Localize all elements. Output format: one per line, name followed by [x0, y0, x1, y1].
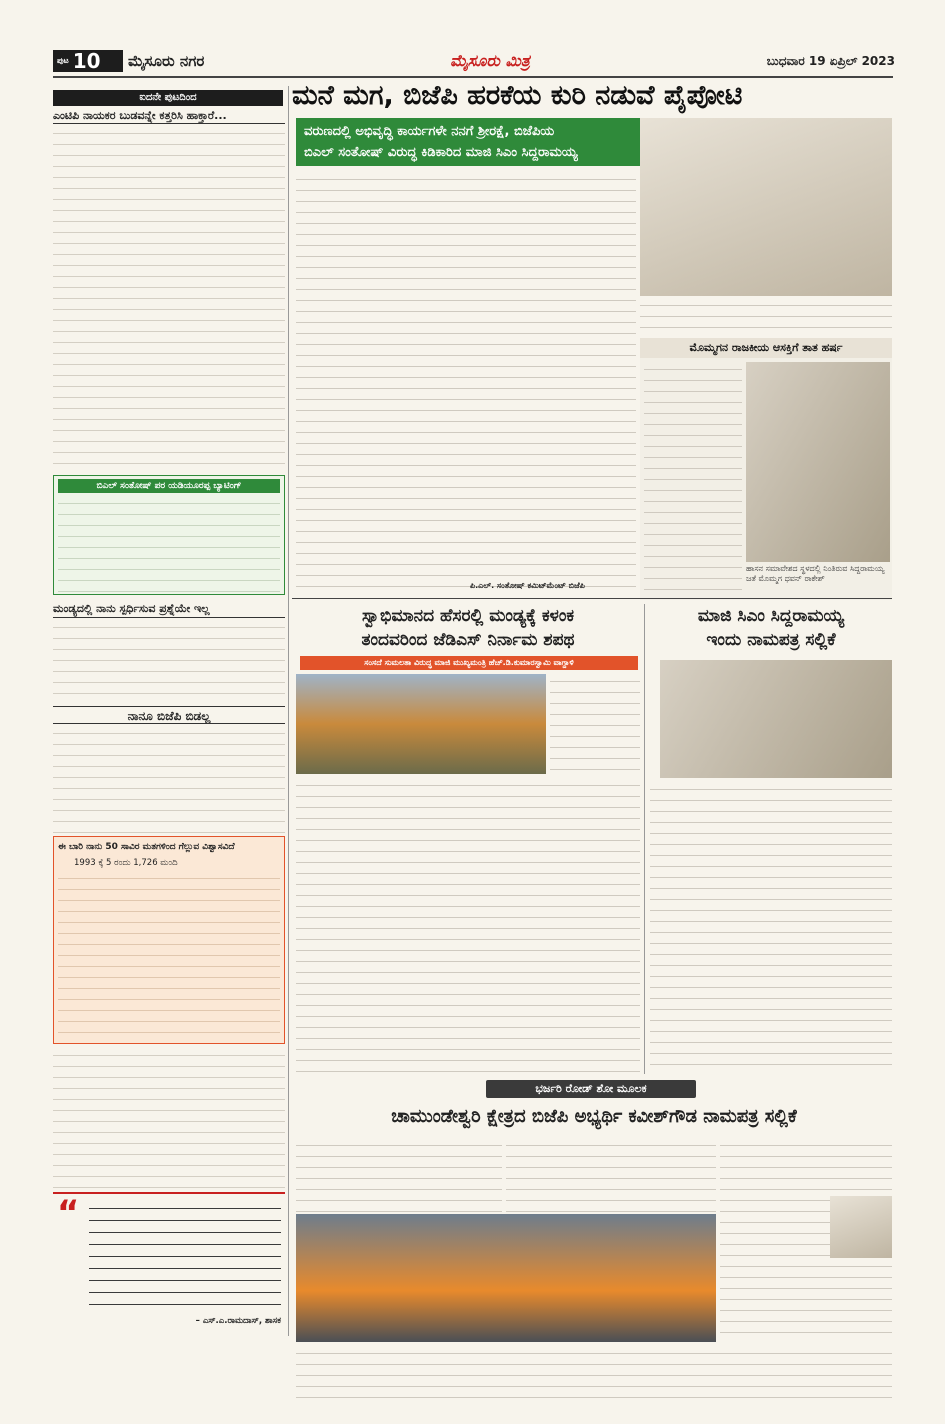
mid-col-divider: [644, 604, 645, 1074]
mandya-photo: [296, 674, 546, 774]
left-story-body: [53, 126, 285, 472]
kavish-headline: ಚಾಮುಂಡೇಶ್ವರಿ ಕ್ಷೇತ್ರದ ಬಿಜೆಪಿ ಅಭ್ಯರ್ಥಿ ಕವೀಶ್‌ಗೌಡ ನಾಮಪತ್ರ ಸಲ್ಲಿಕೆ: [391, 1106, 797, 1127]
masthead: ಮೈಸೂರು ಮಿತ್ರ: [450, 51, 530, 70]
grandson-caption: ಹಾಸನ ಸಮಾವೇಶದ ಸ್ಥಳದಲ್ಲಿ ನಿಂತಿರುವ ಸಿದ್ದರಾಮಯ್ಯ ಜತೆ ಮೊಮ್ಮಗ ಧವನ್ ರಾಕೇಶ್: [746, 564, 885, 583]
roadshow-photo: [296, 1214, 716, 1342]
mid-left-headline: ಮಂಡ್ಯದಲ್ಲಿ ನಾನು ಸ್ಪರ್ಧಿಸುವ ಪ್ರಶ್ನೆಯೇ ಇಲ್ಲ: [53, 600, 285, 618]
mandya-headline-2: ತಂದವರಿಂದ ಜೆಡಿಎಸ್ ನಿರ್ನಾಮ ಶಪಥ: [361, 630, 575, 650]
siddaramaiah-photo: [640, 118, 892, 296]
box2-body: [58, 871, 280, 1039]
box-story: [53, 475, 285, 595]
page-number-box: [53, 50, 123, 72]
quote-body: [89, 1200, 281, 1310]
lead-bottom-rule: [292, 598, 892, 599]
issue-date: ಬುಧವಾರ 19 ಏಪ್ರಿಲ್ 2023: [766, 54, 895, 68]
grandson-source: ಪಿ.ಎಲ್. ಸಂತೋಷ್ ಕಮಿಟ್‌ಮೆಂಟ್ ಬಿಜೆಪಿ: [470, 581, 585, 590]
mandya-strap: ಸಂಸದೆ ಸುಮಲತಾ ವಿರುದ್ಧ ಮಾಜಿ ಮುಖ್ಯಮಂತ್ರಿ ಹೆಚ್.ಡಿ.ಕುಮಾರಸ್ವಾಮಿ ವಾಗ್ದಾಳಿ: [300, 656, 638, 670]
left-col-divider: [288, 86, 289, 1336]
left-lower-body: [53, 1048, 285, 1188]
page-number: 10: [72, 50, 101, 72]
mandya-body: [296, 778, 640, 1074]
kavish-body-mid: [506, 1138, 716, 1212]
lead-subhead-line1: ವರುಣದಲ್ಲಿ ಅಭಿವೃದ್ಧಿ ಕಾರ್ಯಗಳೇ ನನಗೆ ಶ್ರೀರಕ್ಷೆ, ಬಿಜೆಪಿಯ: [304, 124, 555, 139]
kavish-strap: ಭರ್ಜರಿ ರೋಡ್ ಶೋ ಮೂಲಕ: [486, 1080, 696, 1098]
grandson-headline: ಮೊಮ್ಮಗನ ರಾಜಕೀಯ ಆಸಕ್ತಿಗೆ ತಾತ ಹರ್ಷ: [640, 338, 892, 358]
mid-left-body: [53, 620, 285, 704]
siddu-headline-1: ಮಾಜಿ ಸಿಎಂ ಸಿದ್ದರಾಮಯ್ಯ: [697, 606, 845, 626]
kavish-portrait-photo: [830, 1196, 892, 1258]
box2-headline: ಈ ಬಾರಿ ನಾನು 50 ಸಾವಿರ ಮತಗಳಿಂದ ಗೆಲ್ಲುವ ವಿಶ್ವಾಸವಿದೆ: [58, 842, 235, 852]
grandson-body: [644, 362, 742, 592]
lead-body-right: [640, 298, 892, 334]
quote-mark-icon: “: [57, 1198, 80, 1228]
continued-kicker: ಐದನೇ ಪುಟದಿಂದ: [53, 90, 283, 106]
mandya-body-top: [550, 674, 640, 774]
grandson-photo: [746, 362, 890, 562]
lead-subhead-line2: ಬಿಎಲ್ ಸಂತೋಷ್ ವಿರುದ್ಧ ಕಿಡಿಕಾರಿದ ಮಾಜಿ ಸಿಎಂ ಸಿದ್ದರಾಮಯ್ಯ: [304, 145, 578, 160]
box2-years: 1993 ಕ್ಕೆ 5 ರಂದು 1,726 ಮಂದಿ: [74, 858, 178, 868]
quote-box: [53, 1192, 285, 1334]
bjp-headline: ನಾನೂ ಬಿಜೆಪಿ ಬಿಡಲ್ಲ: [53, 706, 285, 724]
siddu-body: [650, 782, 892, 1074]
bjp-body: [53, 726, 285, 834]
lead-headline: ಮನೆ ಮಗ, ಬಿಜೆಪಿ ಹರಕೆಯ ಕುರಿ ನಡುವೆ ಪೈಪೋಟಿ: [292, 80, 743, 111]
kavish-body-left: [296, 1138, 502, 1212]
mandya-headline-1: ಸ್ವಾಭಿಮಾನದ ಹೆಸರಲ್ಲಿ ಮಂಡ್ಯಕ್ಕೆ ಕಳಂಕ: [361, 606, 575, 626]
siddu-headline-2: ಇಂದು ನಾಮಪತ್ರ ಸಲ್ಲಿಕೆ: [706, 630, 836, 650]
left-story-headline: ಎಂಟಿಪಿ ನಾಯಕರ ಬುಡವನ್ನೇ ಕತ್ತರಿಸಿ ಹಾಕ್ತಾರೆ...: [53, 108, 285, 124]
page-label: ಪುಟ: [57, 56, 69, 65]
section-name: ಮೈಸೂರು ನಗರ: [128, 52, 205, 70]
lead-body: [296, 172, 636, 594]
quote-attribution: – ಎಸ್.ಎ.ರಾಮದಾಸ್, ಶಾಸಕ: [195, 1316, 281, 1326]
box-story-headline: ಬಿಎಲ್ ಸಂತೋಷ್ ಪರ ಯಡಿಯೂರಪ್ಪ ಬ್ಯಾಟಿಂಗ್: [58, 479, 280, 493]
grandson-box: [640, 338, 892, 600]
page-header: [0, 48, 945, 74]
siddu-meeting-photo: [660, 660, 892, 778]
box2: [53, 836, 285, 1044]
kavish-body-bottom: [296, 1346, 892, 1402]
box-story-body: [58, 496, 280, 592]
